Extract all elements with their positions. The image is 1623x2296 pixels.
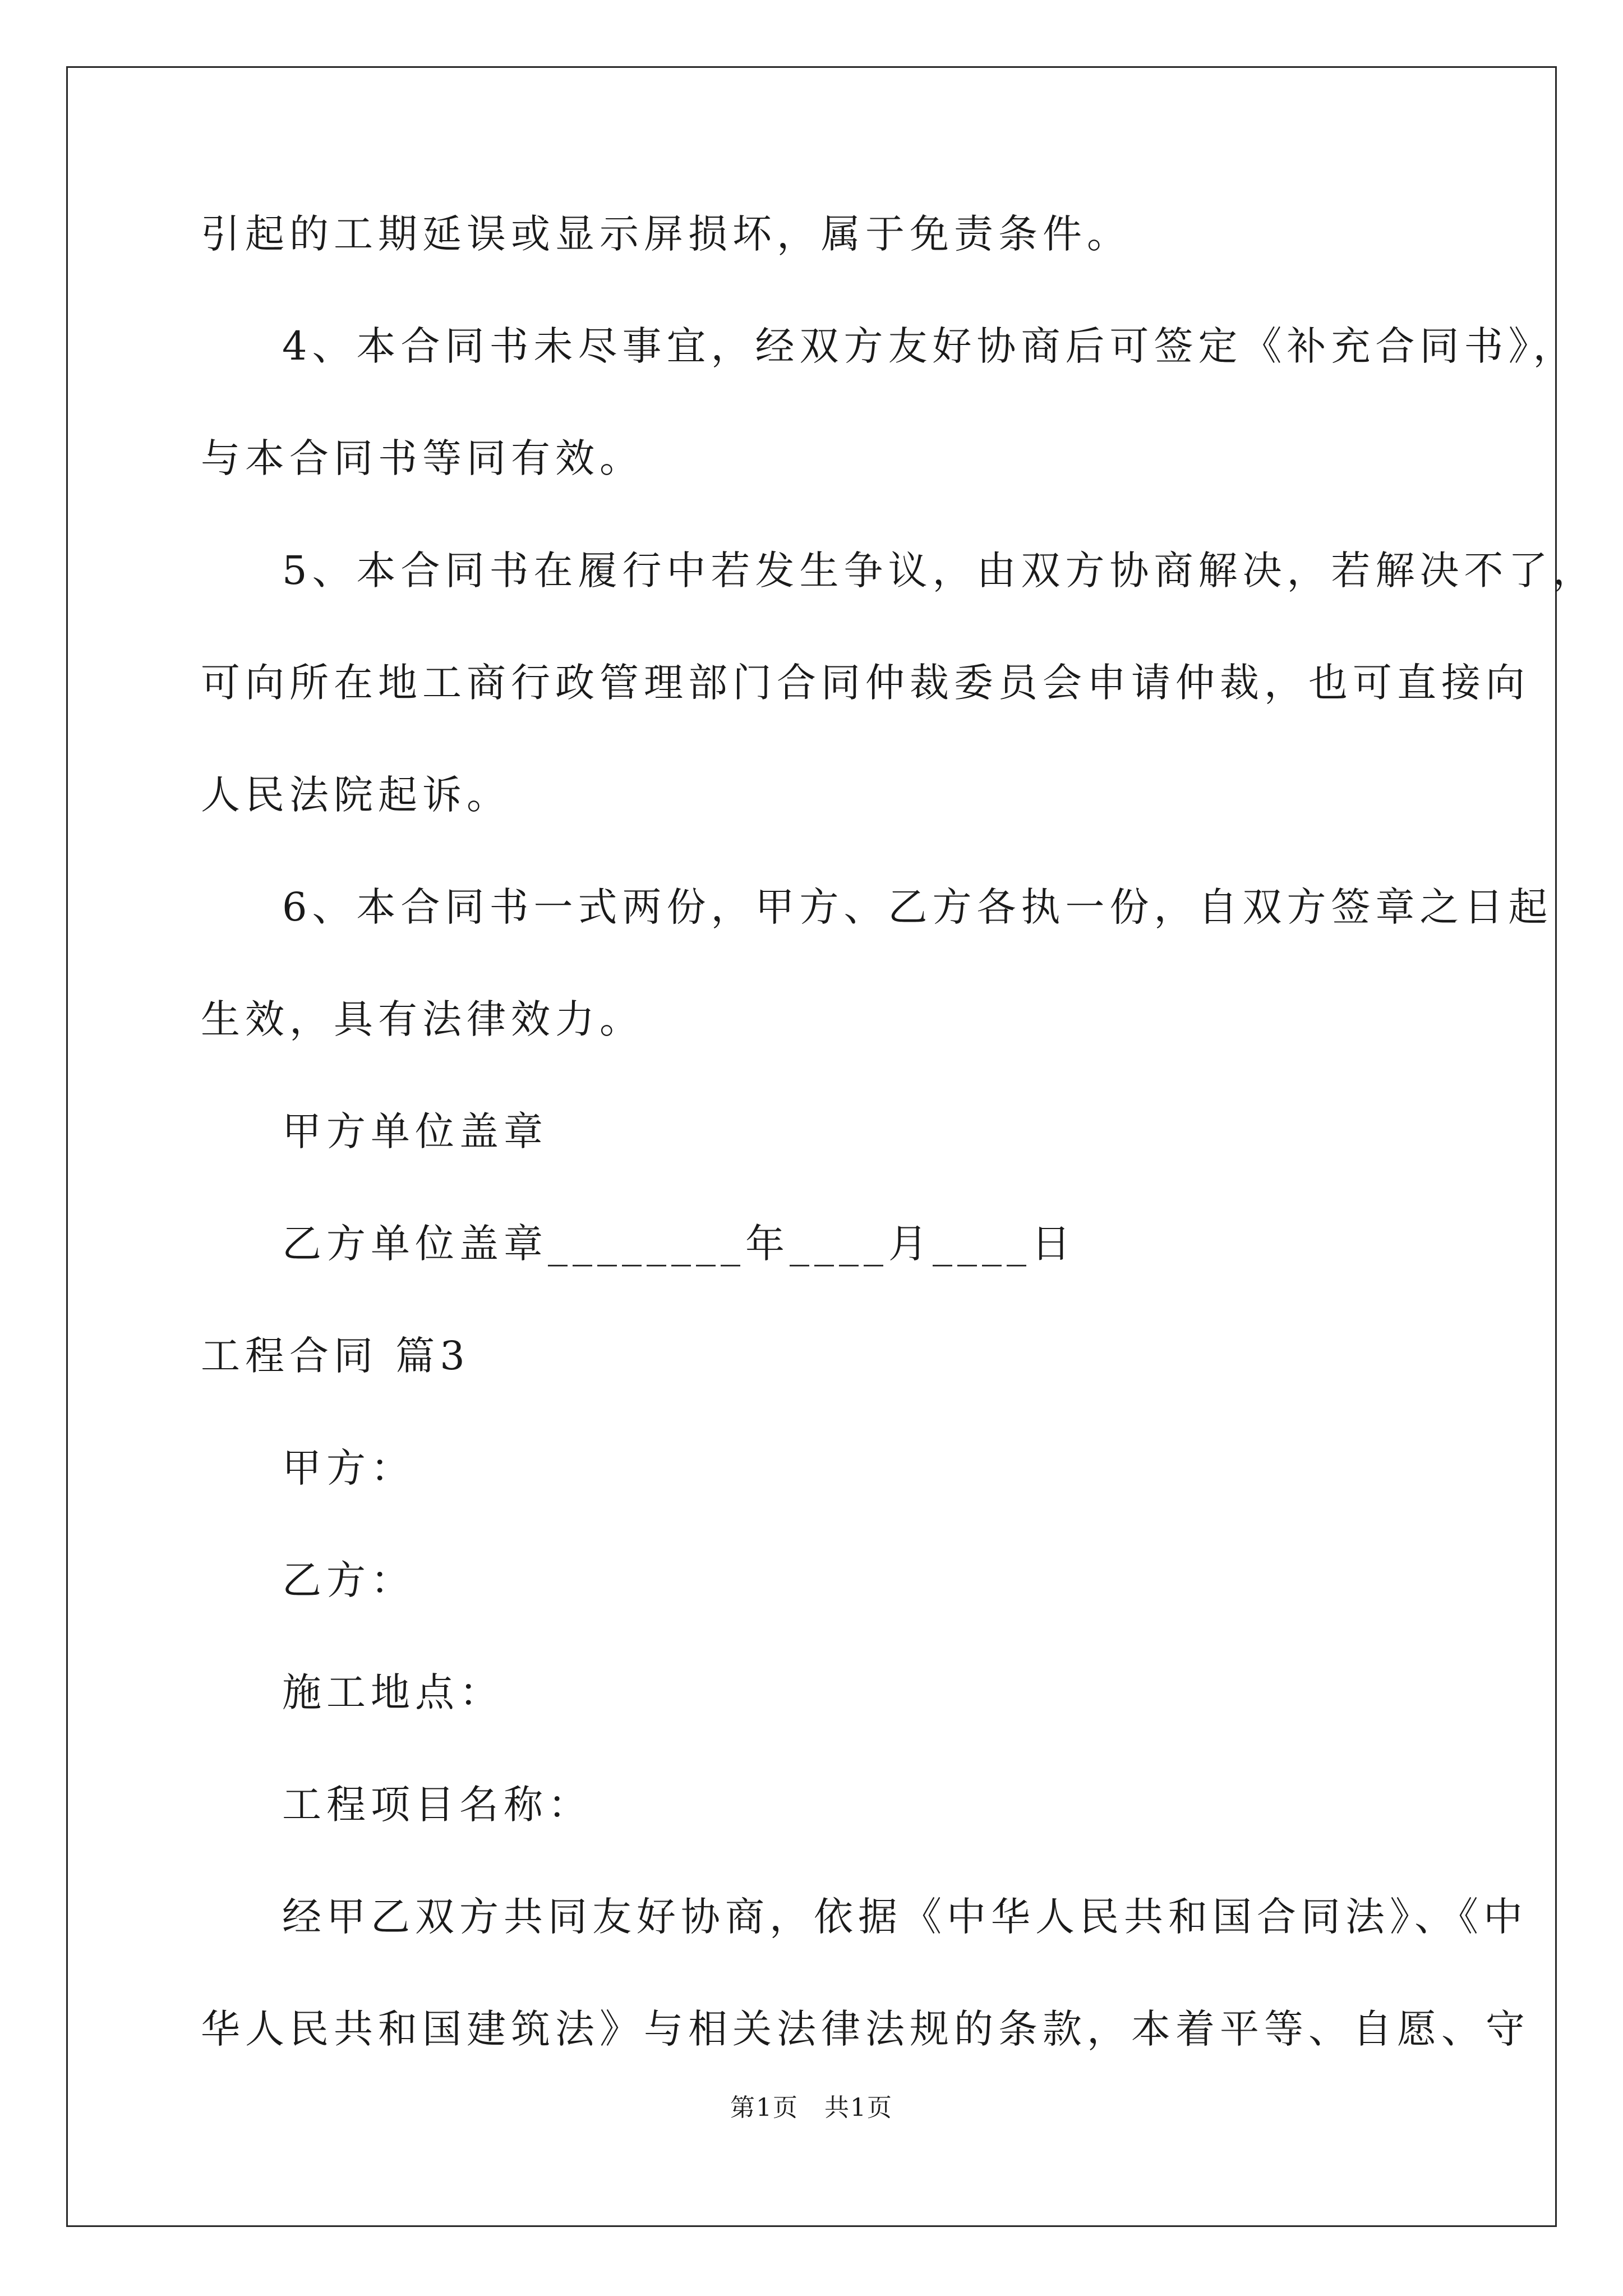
text-line: 可向所在地工商行政管理部门合同仲裁委员会申请仲裁，也可直接向 <box>201 660 1530 706</box>
field-construction-site: 施工地点： <box>282 1669 504 1715</box>
field-party-a: 甲方： <box>282 1445 415 1491</box>
text-line: 人民法院起诉。 <box>201 772 511 818</box>
section-heading: 工程合同 篇3 <box>201 1333 470 1379</box>
text-line: 经甲乙双方共同友好协商，依据《中华人民共和国合同法》、《中 <box>282 1894 1528 1940</box>
text-line: 6、本合同书一式两份，甲方、乙方各执一份，自双方签章之日起 <box>282 884 1553 930</box>
field-project-name: 工程项目名称： <box>282 1782 592 1828</box>
text-line: 4、本合同书未尽事宜，经双方友好协商后可签定《补充合同书》， <box>282 323 1578 369</box>
field-party-b: 乙方： <box>282 1557 415 1603</box>
text-line: 引起的工期延误或显示屏损坏，属于免责条件。 <box>201 211 1131 257</box>
text-line: 生效，具有法律效力。 <box>201 996 644 1042</box>
page-footer: 第1页 共1页 <box>730 2093 893 2122</box>
signature-line-party-a: 甲方单位盖章 <box>282 1108 548 1154</box>
signature-line-party-b: 乙方单位盖章________年____月____日 <box>282 1221 1076 1267</box>
text-line: 5、本合同书在履行中若发生争议，由双方协商解决，若解决不了， <box>282 547 1597 593</box>
text-line: 与本合同书等同有效。 <box>201 435 644 481</box>
text-line: 华人民共和国建筑法》与相关法律法规的条款，本着平等、自愿、守 <box>201 2006 1530 2052</box>
